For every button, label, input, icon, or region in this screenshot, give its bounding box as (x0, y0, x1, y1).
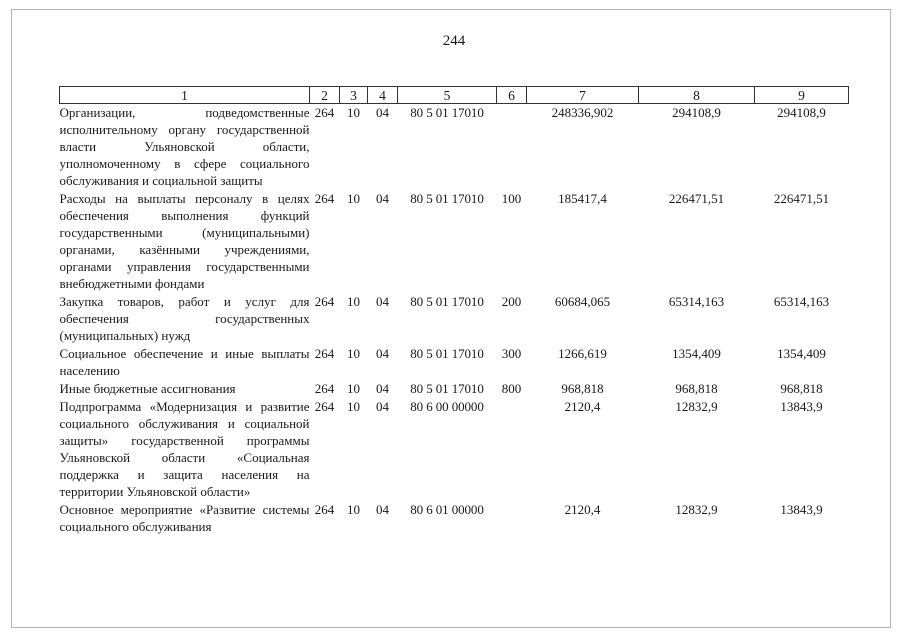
cell-target-code: 80 5 01 17010 (410, 381, 484, 396)
cell-amount-9: 294108,9 (777, 105, 826, 120)
column-header: 1 (60, 87, 310, 104)
cell-subchapter: 04 (376, 502, 389, 517)
column-header: 4 (368, 87, 398, 104)
cell-section: 264 (314, 346, 335, 361)
cell-subchapter: 04 (376, 294, 389, 309)
row-name: Социальное обеспечение и иные выплаты населению (59, 346, 310, 378)
row-name: Основное мероприятие «Развитие системы социального обслуживания (59, 502, 310, 534)
cell-chapter: 10 (347, 105, 360, 120)
cell-amount-9: 226471,51 (773, 191, 830, 206)
cell-amount-9: 13843,9 (780, 399, 823, 414)
cell-expense-type (497, 398, 527, 501)
table-row (60, 345, 849, 380)
row-name: Организации, подведомственные исполнительному органу государственной власти Ульяновской области, уполномоченному в сфере социального обслуживания и социальной защиты (59, 105, 310, 188)
column-header: 3 (340, 87, 368, 104)
cell-amount-8: 968,818 (675, 381, 718, 396)
cell-amount-7: 60684,065 (554, 294, 611, 309)
cell-amount-8: 294108,9 (672, 105, 721, 120)
cell-amount-9: 1354,409 (777, 346, 826, 361)
cell-subchapter: 04 (376, 381, 389, 396)
cell-amount-7: 1266,619 (558, 346, 607, 361)
cell-expense-type: 300 (501, 346, 522, 361)
cell-chapter: 10 (347, 381, 360, 396)
cell-target-code: 80 5 01 17010 (410, 294, 484, 309)
cell-expense-type (497, 104, 527, 191)
cell-target-code: 80 6 00 00000 (410, 399, 484, 414)
cell-amount-8: 226471,51 (668, 191, 725, 206)
cell-amount-7: 968,818 (561, 381, 604, 396)
cell-expense-type (497, 501, 527, 536)
table-row (60, 293, 849, 345)
row-name: Закупка товаров, работ и услуг для обеспечения государственных (муниципальных) нужд (59, 294, 310, 343)
header-row (60, 87, 849, 104)
cell-amount-9: 65314,163 (773, 294, 830, 309)
cell-subchapter: 04 (376, 105, 389, 120)
cell-amount-8: 12832,9 (675, 502, 718, 517)
cell-section: 264 (314, 294, 335, 309)
cell-subchapter: 04 (376, 191, 389, 206)
cell-section: 264 (314, 105, 335, 120)
cell-section: 264 (314, 191, 335, 206)
budget-table (59, 86, 849, 536)
cell-amount-8: 12832,9 (675, 399, 718, 414)
table-row (60, 380, 849, 398)
column-header: 5 (398, 87, 497, 104)
cell-amount-7: 2120,4 (564, 399, 601, 414)
cell-chapter: 10 (347, 346, 360, 361)
cell-chapter: 10 (347, 191, 360, 206)
cell-expense-type: 800 (501, 381, 522, 396)
cell-section: 264 (314, 399, 335, 414)
row-name: Иные бюджетные ассигнования (59, 381, 236, 396)
column-header: 8 (639, 87, 755, 104)
cell-subchapter: 04 (376, 399, 389, 414)
cell-amount-7: 2120,4 (564, 502, 601, 517)
table-row (60, 190, 849, 293)
cell-amount-7: 185417,4 (558, 191, 607, 206)
cell-amount-9: 968,818 (780, 381, 823, 396)
column-header: 6 (497, 87, 527, 104)
table-row (60, 398, 849, 501)
column-header: 7 (527, 87, 639, 104)
column-header: 2 (310, 87, 340, 104)
cell-amount-9: 13843,9 (780, 502, 823, 517)
row-name: Подпрограмма «Модернизация и развитие социального обслуживания и социальной защиты» государственной программы Ульяновской области «Социальная поддержка и защита населения на территории Ульяновской области» (59, 399, 310, 499)
cell-target-code: 80 5 01 17010 (410, 346, 484, 361)
column-header: 9 (755, 87, 849, 104)
cell-chapter: 10 (347, 399, 360, 414)
cell-amount-8: 1354,409 (672, 346, 721, 361)
cell-target-code: 80 6 01 00000 (410, 502, 484, 517)
cell-expense-type: 200 (501, 294, 522, 309)
row-name: Расходы на выплаты персоналу в целях обеспечения выполнения функций государственными (муниципальными) органами, казёнными учреждениями, органами управления государственными внебюджетными фондами (59, 191, 310, 291)
page-number: 244 (442, 33, 466, 49)
cell-chapter: 10 (347, 502, 360, 517)
table-row (60, 104, 849, 191)
cell-amount-8: 65314,163 (668, 294, 725, 309)
cell-target-code: 80 5 01 17010 (410, 105, 484, 120)
cell-amount-7: 248336,902 (551, 105, 614, 120)
cell-section: 264 (314, 381, 335, 396)
cell-section: 264 (314, 502, 335, 517)
cell-expense-type: 100 (501, 191, 522, 206)
cell-target-code: 80 5 01 17010 (410, 191, 484, 206)
cell-subchapter: 04 (376, 346, 389, 361)
table-row (60, 501, 849, 536)
cell-chapter: 10 (347, 294, 360, 309)
